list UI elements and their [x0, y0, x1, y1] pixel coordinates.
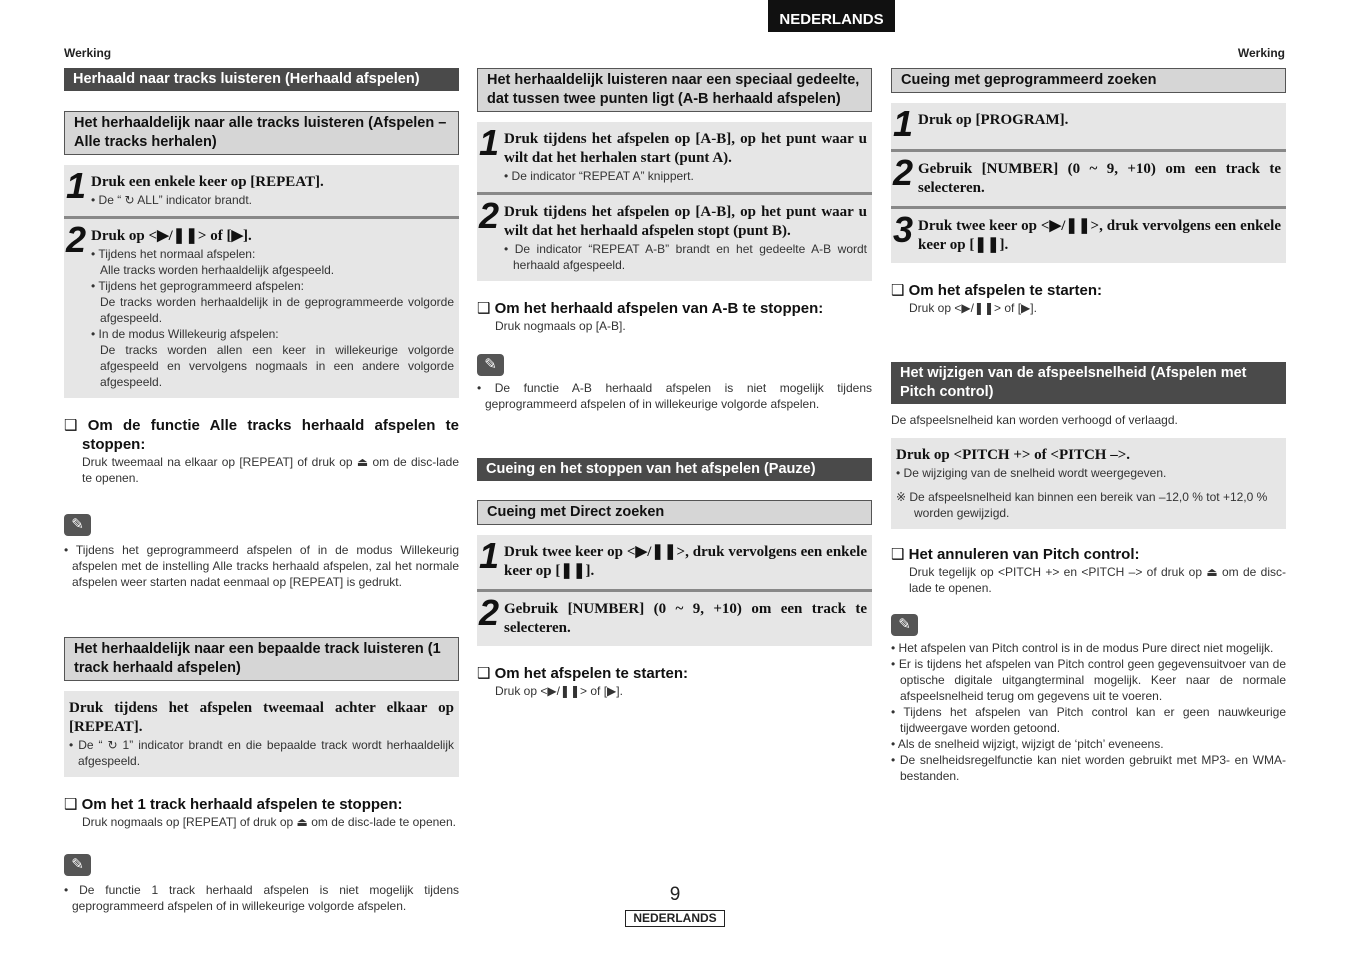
step-text: Druk op [PROGRAM].	[918, 112, 1069, 128]
question-text: Druk tegelijk op <PITCH +> en <PITCH –> of druk op ⏏ om de disc-lade te openen.	[909, 565, 1286, 595]
step-block	[891, 103, 1286, 149]
page-number: 9	[669, 884, 681, 905]
step-number: 2	[66, 219, 87, 260]
step-number: 1	[893, 103, 914, 144]
question-heading: ❑ Om het herhaald afspelen van A-B te stoppen:	[477, 300, 824, 317]
step-number: 2	[479, 195, 500, 236]
step-block	[64, 691, 459, 777]
step-block	[477, 192, 872, 281]
pencil-icon: ✎	[64, 514, 91, 536]
pencil-icon: ✎	[891, 614, 918, 636]
step-block	[477, 535, 872, 589]
section-label-right: Werking	[1237, 46, 1285, 60]
step-block	[891, 149, 1286, 206]
step-text: Gebruik [NUMBER] (0 ~ 9, +10) om een track te selecteren.	[918, 161, 1281, 196]
note-item: • Er is tijdens het afspelen van Pitch control geen gegevensuitvoer van de optische digitale uitgangterminal mogelijk. Keer naar de normale afspeelsnelheid terug om gegevens uit te voeren.	[891, 657, 1286, 703]
bullet: • De indicator “REPEAT A-B” brandt en het gedeelte A-B wordt herhaald afgespeeld.	[504, 242, 867, 272]
question-heading: ❑ Om de functie Alle tracks herhaald afspelen te stoppen:	[64, 417, 459, 453]
question-heading: ❑ Het annuleren van Pitch control:	[891, 546, 1140, 563]
bullet: • De indicator “REPEAT A” knippert.	[504, 169, 694, 183]
pencil-icon: ✎	[64, 854, 91, 876]
section-label-left: Werking	[64, 46, 112, 60]
bullet-detail: De tracks worden allen een keer in willekeurige volgorde afgespeeld en vervolgens nogmaals in een andere volgorde afgespeeld.	[100, 343, 454, 389]
note-item: • De snelheidsregelfunctie kan niet worden gebruikt met MP3- en WMA-bestanden.	[891, 753, 1286, 783]
step-text: Druk tijdens het afspelen tweemaal achter elkaar op [REPEAT].	[69, 700, 454, 735]
subsection-title: Het herhaaldelijk naar alle tracks luisteren (Afspelen – Alle tracks herhalen)	[64, 111, 459, 155]
note-item: • Als de snelheid wijzigt, wijzigt de ‘pitch’ eveneens.	[891, 737, 1164, 751]
note-text: • Tijdens het geprogrammeerd afspelen of in de modus Willekeurig afspelen met de instelling Alle tracks herhaald afspelen, zal het normale afspelen weer starten nadat eenmaal op [REPEAT] is gedrukt.	[64, 543, 459, 589]
step-block	[891, 206, 1286, 263]
step-text: Druk tijdens het afspelen op [A-B], op het punt waar u wilt dat het herhaald afspelen stopt (punt B).	[504, 204, 867, 239]
section-title: Het herhaaldelijk luisteren naar een speciaal gedeelte, dat tussen twee punten ligt (A-B herhaald afspelen)	[477, 68, 872, 112]
note-item: • Het afspelen van Pitch control is in de modus Pure direct niet mogelijk.	[891, 641, 1274, 655]
column-middle	[477, 68, 872, 699]
language-tab: NEDERLANDS	[768, 0, 895, 32]
note-item: • Tijdens het afspelen van Pitch control kan er geen nauwkeurige tijdweergave worden getoond.	[891, 705, 1286, 735]
step-block	[64, 216, 459, 398]
column-left	[64, 68, 459, 914]
footnote: ※ De afspeelsnelheid kan binnen een bereik van –12,0 % tot +12,0 % worden gewijzigd.	[896, 490, 1268, 520]
step-number: 3	[893, 209, 914, 250]
step-text: Gebruik [NUMBER] (0 ~ 9, +10) om een track te selecteren.	[504, 601, 867, 636]
bullet: • De “ ↻ 1” indicator brandt en die bepaalde track wordt herhaaldelijk afgespeeld.	[69, 738, 454, 768]
bullet: • De wijziging van de snelheid wordt weergegeven.	[896, 466, 1167, 480]
step-block	[891, 438, 1286, 529]
question-text: Druk op <▶/❚❚> of [▶].	[495, 684, 623, 698]
step-text: Druk op <PITCH +> of <PITCH –>.	[896, 447, 1131, 463]
step-number: 1	[66, 165, 87, 206]
section-title: Cueing en het stoppen van het afspelen (Pauze)	[477, 458, 872, 481]
note-text: • De functie A-B herhaald afspelen is niet mogelijk tijdens geprogrammeerd afspelen of in willekeurige volgorde afspelen.	[477, 381, 872, 411]
question-text: Druk tweemaal na elkaar op [REPEAT] of druk op ⏏ om de disc-lade te openen.	[82, 455, 459, 485]
section-title: Cueing met geprogrammeerd zoeken	[891, 68, 1286, 93]
question-text: Druk op <▶/❚❚> of [▶].	[909, 301, 1037, 315]
pencil-icon: ✎	[477, 354, 504, 376]
note-text: • De functie 1 track herhaald afspelen is niet mogelijk tijdens geprogrammeerd afspelen of in willekeurige volgorde afspelen.	[64, 883, 459, 913]
step-text: Druk een enkele keer op [REPEAT].	[91, 174, 324, 190]
step-number: 2	[893, 152, 914, 193]
step-block	[477, 589, 872, 646]
step-text: Druk op <▶/❚❚> of [▶].	[91, 228, 252, 244]
subsection-title: Het herhaaldelijk naar een bepaalde track luisteren (1 track herhaald afspelen)	[64, 637, 459, 681]
note-list	[891, 640, 1286, 784]
bullet: • Tijdens het geprogrammeerd afspelen:	[91, 279, 304, 293]
question-heading: ❑ Om het afspelen te starten:	[477, 665, 688, 682]
question-heading: ❑ Om het 1 track herhaald afspelen te stoppen:	[64, 796, 403, 813]
bullet-detail: Alle tracks worden herhaaldelijk afgespeeld.	[100, 263, 335, 277]
step-text: Druk twee keer op <▶/❚❚>, druk vervolgens een enkele keer op [❚❚].	[504, 544, 867, 579]
question-heading: ❑ Om het afspelen te starten:	[891, 282, 1102, 299]
bullet: • In de modus Willekeurig afspelen:	[91, 327, 279, 341]
step-block	[64, 165, 459, 216]
intro-text: De afspeelsnelheid kan worden verhoogd of verlaagd.	[891, 413, 1178, 427]
section-title: Herhaald naar tracks luisteren (Herhaald afspelen)	[64, 68, 459, 91]
bullet-detail: De tracks worden herhaaldelijk in de geprogrammeerde volgorde afgespeeld.	[100, 295, 454, 325]
section-title: Het wijzigen van de afspeelsnelheid (Afspelen met Pitch control)	[891, 362, 1286, 404]
column-right	[891, 68, 1286, 784]
step-number: 2	[479, 592, 500, 633]
language-footer: NEDERLANDS	[625, 910, 725, 927]
step-number: 1	[479, 122, 500, 163]
step-text: Druk twee keer op <▶/❚❚>, druk vervolgens een enkele keer op [❚❚].	[918, 218, 1281, 253]
question-text: Druk nogmaals op [REPEAT] of druk op ⏏ om de disc-lade te openen.	[82, 815, 456, 829]
subsection-title: Cueing met Direct zoeken	[477, 500, 872, 525]
question-text: Druk nogmaals op [A-B].	[495, 319, 626, 333]
step-number: 1	[479, 535, 500, 576]
step-text: Druk tijdens het afspelen op [A-B], op het punt waar u wilt dat het herhalen start (punt A).	[504, 131, 867, 166]
bullet: • Tijdens het normaal afspelen:	[91, 247, 256, 261]
bullet: • De “ ↻ ALL” indicator brandt.	[91, 193, 252, 207]
step-block	[477, 122, 872, 192]
